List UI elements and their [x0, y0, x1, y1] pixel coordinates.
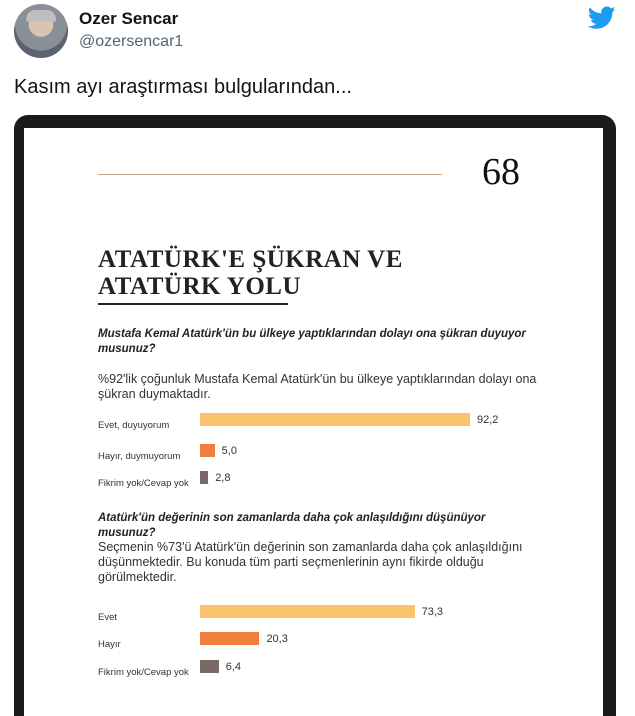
bar-value-label: 20,3: [266, 633, 288, 645]
display-name[interactable]: Ozer Sencar: [79, 9, 179, 28]
bar-value-label: 6,4: [225, 661, 242, 673]
bar-label: Fikrim yok/Cevap yok: [98, 478, 189, 489]
tweet-text: Kasım ayı araştırması bulgularından...: [14, 76, 352, 98]
question-2: Atatürk'ün değerinin son zamanlarda daha çok anlaşıldığını düşünüyor musunuz?: [98, 512, 486, 539]
avatar[interactable]: [14, 4, 68, 58]
top-rule: [98, 174, 442, 175]
report-heading: [98, 246, 403, 300]
bar-label: Hayır, duymuyorum: [98, 451, 181, 462]
bar: [200, 444, 215, 457]
heading-underline: [98, 303, 288, 305]
user-handle[interactable]: @ozersencar1: [79, 33, 184, 50]
bar: [200, 605, 415, 618]
summary-2: Seçmenin %73'ü Atatürk'ün değerinin son zamanlarda daha çok anlaşıldığını düşünmektedir. Bu konuda tüm parti seçmenlerinin aynı fikirde olduğu görülmektedir.: [98, 540, 523, 584]
bar: [200, 413, 470, 426]
bar-value-label: 5,0: [221, 445, 237, 457]
question-1: Mustafa Kemal Atatürk'ün bu ülkeye yaptıklarından dolayı ona şükran duyuyor musunuz?: [98, 328, 526, 355]
bar: [200, 660, 219, 673]
heading-line-2: ATATÜRK YOLU: [98, 273, 301, 300]
bar-value-label: 73,3: [421, 606, 444, 618]
bar-label: Evet, duyuyorum: [98, 420, 170, 431]
bar-label: Evet: [98, 612, 118, 623]
bar-value-label: 2,8: [215, 472, 231, 484]
bar-label: Hayır: [98, 639, 121, 650]
twitter-bird-icon[interactable]: [588, 6, 616, 30]
bar-label: Fikrim yok/Cevap yok: [98, 667, 189, 678]
heading-line-1: ATATÜRK'E ŞÜKRAN VE: [98, 246, 403, 273]
summary-1: %92'lik çoğunluk Mustafa Kemal Atatürk'ün bu ülkeye yaptıklarından dolayı ona şükran duymaktadır.: [98, 372, 537, 401]
bar: [200, 632, 259, 645]
bar: [200, 471, 208, 484]
page-number: 68: [482, 151, 520, 193]
bar-value-label: 92,2: [477, 414, 499, 426]
